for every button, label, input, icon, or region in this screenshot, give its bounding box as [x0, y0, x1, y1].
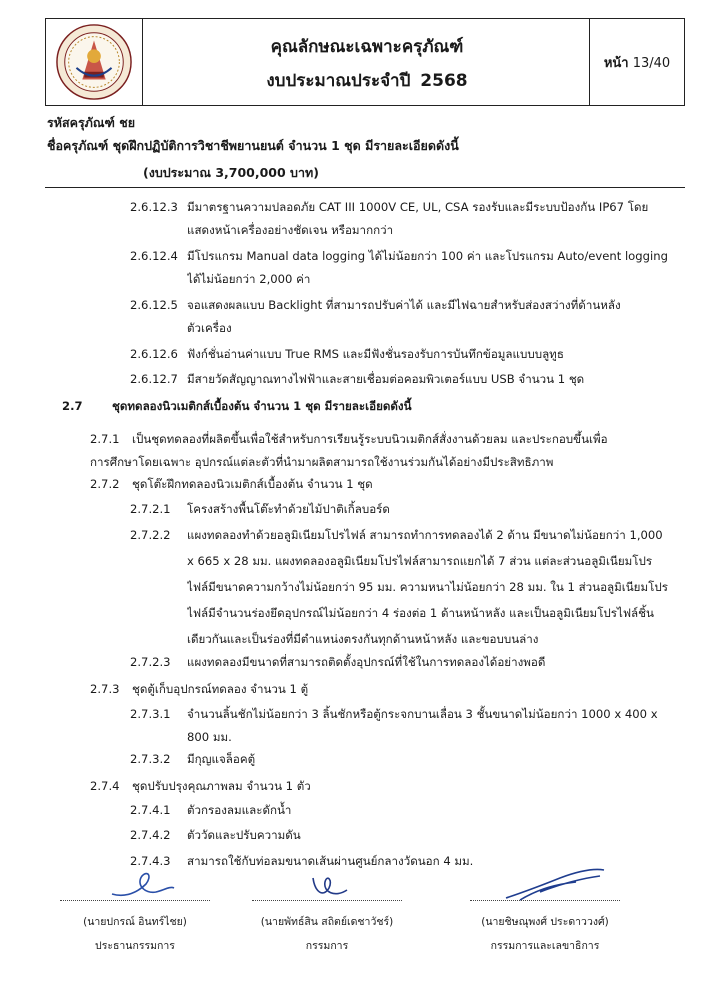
item-number: 2.7.4.3 — [130, 854, 171, 868]
item-text-line: ตัวเครื่อง — [187, 321, 232, 335]
item-text-line: x 665 x 28 มม. แผงทดลองอลูมิเนียมโปรไฟล์สามารถแยกได้ 7 ส่วน แต่ละส่วนอลูมิเนียมโปร — [187, 554, 653, 568]
page-number — [590, 52, 684, 73]
page-value: 13/40 — [632, 56, 671, 71]
item-number: 2.7.2.2 — [130, 528, 171, 542]
item-text-line: โครงสร้างพื้นโต๊ะทำด้วยไม้ปาติเกิ้ลบอร์ด — [187, 502, 390, 516]
item-number: 2.6.12.5 — [130, 298, 178, 312]
signature-name-2: (นายพัทธ์สิน สถิตย์เดชาวัชร์) — [260, 916, 394, 928]
item-number: 2.6.12.6 — [130, 347, 178, 361]
document-subtitle: งบประมาณประจำปี 2568 — [266, 71, 468, 91]
item-text-line: มีโปรแกรม Manual data logging ได้ไม่น้อยกว่า 100 ค่า และโปรแกรม Auto/event logging — [187, 249, 668, 263]
item-number: 2.7.3.1 — [130, 707, 171, 721]
item-text-line: ตัววัดและปรับความดัน — [187, 828, 301, 842]
page-number-cell — [589, 19, 684, 105]
signature-role-1: ประธานกรรมการ — [95, 940, 175, 952]
signature-role-2: กรรมการ — [305, 940, 349, 952]
item-number: 2.7.4.2 — [130, 828, 171, 842]
item-text-line: ฟังก์ชั่นอ่านค่าแบบ True RMS และมีฟังชั่นรองรับการบันทึกข้อมูลแบบบลูทูธ — [187, 347, 564, 361]
document-title: คุณลักษณะเฉพาะครุภัณฑ์ — [270, 37, 464, 57]
item-text-line: การศึกษาโดยเฉพาะ อุปกรณ์แต่ละตัวที่นำมาผลิตสามารถใช้งานร่วมกันได้อย่างมีประสิทธิภาพ — [90, 455, 554, 469]
ovec-logo-icon — [55, 23, 133, 101]
page-label: หน้า — [603, 56, 629, 71]
budget-amount: (งบประมาณ 3,700,000 บาท) — [143, 165, 319, 180]
item-number: 2.7.4 — [90, 779, 120, 793]
item-number: 2.7.2 — [90, 477, 120, 491]
item-text-line: ได้ไม่น้อยกว่า 2,000 ค่า — [187, 272, 311, 286]
signature-name-1: (นายปกรณ์ อินทร์ไชย) — [83, 916, 187, 928]
item-text-line: แผงทดลองมีขนาดที่สามารถติดตั้งอุปกรณ์ที่ใช้ในการทดลองได้อย่างพอดี — [187, 655, 546, 669]
signature-2-icon — [305, 868, 355, 904]
item-text-line: ไฟล์มีขนาดความกว้างไม่น้อยกว่า 95 มม. ความหนาไม่น้อยกว่า 28 มม. ใน 1 ส่วนอลูมิเนียมโปร — [187, 580, 668, 594]
item-text-line: ชุดตู้เก็บอุปกรณ์ทดลอง จำนวน 1 ตู้ — [132, 682, 309, 696]
item-text-line: เดียวกันและเป็นร่องที่มีตำแหน่งตรงกันทุกด้านหน้าหลัง และขอบบนล่าง — [187, 632, 539, 646]
item-text-line: สามารถใช้กับท่อลมขนาดเส้นผ่านศูนย์กลางวัดนอก 4 มม. — [187, 854, 474, 868]
item-number: 2.7.2.3 — [130, 655, 171, 669]
equipment-name: ชื่อครุภัณฑ์ ชุดฝึกปฏิบัติการวิชาชีพยานยนต์ จำนวน 1 ชุด มีรายละเอียดดังนี้ — [47, 138, 459, 153]
equipment-code: รหัสครุภัณฑ์ ชย — [47, 115, 136, 130]
item-number: 2.7 — [62, 399, 83, 413]
item-text-line: จอแสดงผลแบบ Backlight ที่สามารถปรับค่าได้ และมีไฟฉายสำหรับส่องสว่างที่ด้านหลัง — [187, 298, 621, 312]
item-text-line: จำนวนลิ้นชักไม่น้อยกว่า 3 ลิ้นชักหรือตู้กระจกบานเลื่อน 3 ชั้นขนาดไม่น้อยกว่า 1000 x 400 x — [187, 707, 658, 721]
item-text-line: เป็นชุดทดลองที่ผลิตขึ้นเพื่อใช้สำหรับการเรียนรู้ระบบนิวเมติกส์สั่งงานด้วยลม และประกอบขึ้นเพื่อ — [132, 432, 608, 446]
signature-role-3: กรรมการและเลขาธิการ — [490, 940, 600, 952]
item-text-line: มีกุญแจล็อคตู้ — [187, 752, 256, 766]
item-number: 2.7.3 — [90, 682, 120, 696]
item-text-line: แผงทดลองทำด้วยอลูมิเนียมโปรไฟล์ สามารถทำการทดลองได้ 2 ด้าน มีขนาดไม่น้อยกว่า 1,000 — [187, 528, 663, 542]
logo-cell — [46, 19, 143, 105]
item-text-line: 800 มม. — [187, 730, 232, 744]
header-table — [45, 18, 685, 106]
item-text-line: ไฟล์มีจำนวนร่องยึดอุปกรณ์ไม่น้อยกว่า 4 ร่องต่อ 1 ด้านหน้าหลัง และเป็นอลูมิเนียมโปรไฟล์ชิ้น — [187, 606, 654, 620]
item-number: 2.7.4.1 — [130, 803, 171, 817]
signature-3-icon — [500, 862, 610, 906]
header-divider — [45, 187, 685, 188]
signature-name-3: (นายชิษณุพงศ์ ประดาววงศ์) — [481, 916, 609, 928]
item-number: 2.7.2.1 — [130, 502, 171, 516]
item-text-line: ตัวกรองลมและดักน้ำ — [187, 803, 292, 817]
item-text-line: ชุดทดลองนิวเมติกส์เบื้องต้น จำนวน 1 ชุด มีรายละเอียดดังนี้ — [112, 399, 412, 413]
item-text-line: มีมาตรฐานความปลอดภัย CAT III 1000V CE, UL, CSA รองรับและมีระบบป้องกัน IP67 โดย — [187, 200, 649, 214]
item-number: 2.7.3.2 — [130, 752, 171, 766]
item-number: 2.6.12.7 — [130, 372, 178, 386]
item-number: 2.6.12.3 — [130, 200, 178, 214]
item-text-line: ชุดโต๊ะฝึกทดลองนิวเมติกส์เบื้องต้น จำนวน 1 ชุด — [132, 477, 373, 491]
item-number: 2.7.1 — [90, 432, 120, 446]
signature-1-icon — [108, 864, 178, 904]
item-text-line: แสดงหน้าเครื่องอย่างชัดเจน หรือมากกว่า — [187, 223, 394, 237]
item-number: 2.6.12.4 — [130, 249, 178, 263]
item-text-line: มีสายวัดสัญญาณทางไฟฟ้าและสายเชื่อมต่อคอมพิวเตอร์แบบ USB จำนวน 1 ชุด — [187, 372, 585, 386]
item-text-line: ชุดปรับปรุงคุณภาพลม จำนวน 1 ตัว — [132, 779, 311, 793]
